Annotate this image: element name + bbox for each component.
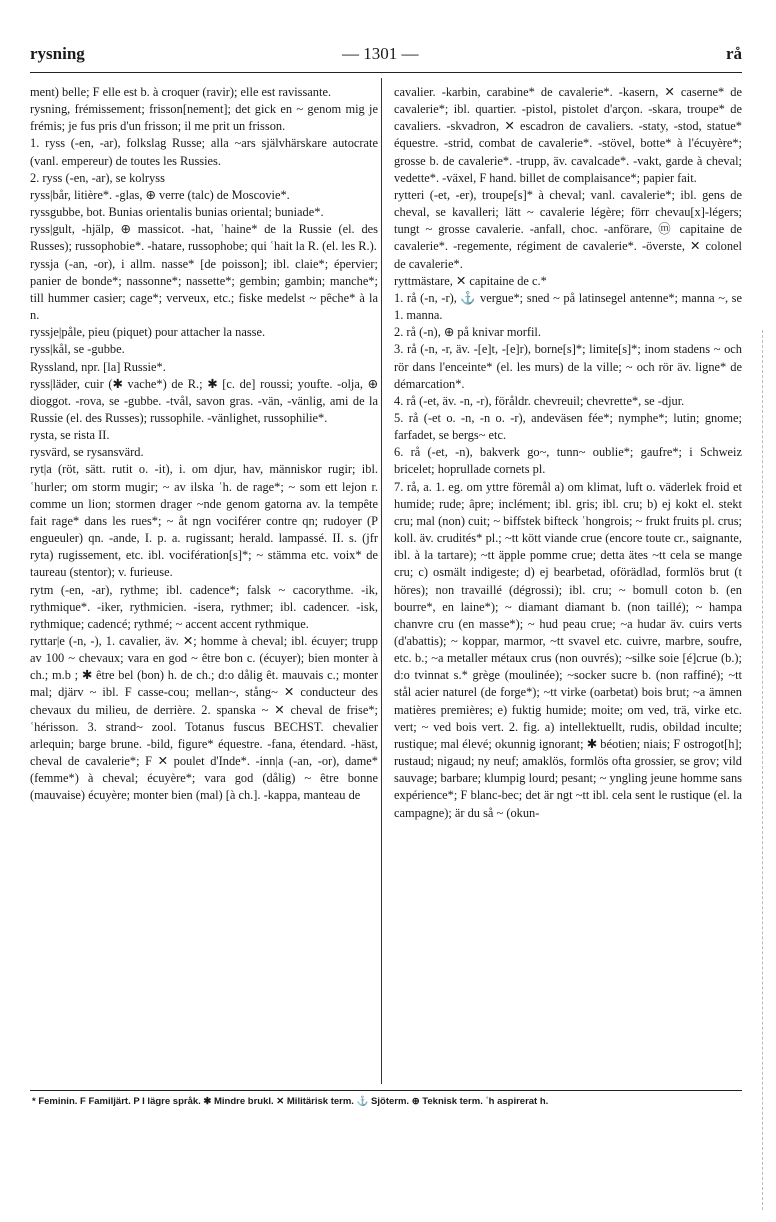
entry: rytm (-en, -ar), rythme; ibl. cadence*; falsk ~ cacorythme. -ik, rythmique*. -iker, rythmicien. -isera, rythmer; ibl. cadencer. -isk, rythmique; cadencé; rythmé; ~ accent accent rythmique. bbox=[30, 582, 378, 631]
entry: ment) belle; F elle est b. à croquer (ravir); elle est ravissante. bbox=[30, 85, 332, 99]
header-rule bbox=[30, 72, 742, 73]
left-column bbox=[30, 84, 378, 805]
entry: ryt|a (röt, sätt. rutit o. -it), i. om djur, hav, människor rugir; ibl. ʿhurler; om storm mugir; ~ av ilska ʿh. de rage*; ~ som ett lejon r. comme un lion; stormen drager ~nde genom gatorna av. la tempête fait rage* dans les rues*; ~ åt ngn vociférer contre qn; rudoyer (P engueuler) qn. -ande, I. p. a. rugissant; herald. lampassé. II. s. (jfr ryta) rugissement, etc. ibl. vocifération[s]*; ~ stämma etc. voix* de taureau (stentor); v. furieuse. bbox=[30, 462, 378, 580]
entry: ryss|bår, litière*. -glas, ⊕ verre (talc) de Moscovie*. bbox=[30, 187, 290, 202]
entry: ryssje|påle, pieu (piquet) pour attacher la nasse. bbox=[30, 325, 266, 340]
entry: 7. rå, a. 1. eg. om yttre föremål a) om klimat, luft o. väderlek froid et humide; rude; âpre; inclément; ibl. gris; ibl. cru; b) ej kokt el. stekt cru; mal (non) cuit; ~ biffstek bifteck ʿhongrois; ~ frukt fruits pl. crus; koll. äv. crudités* pl.; ~tt kött viande crue (encore toute cr., saignante, ibl. à la tartare); ~tt äpple pomme crue; detta ätes ~tt cela se mange cru; c) osmält indigeste; d) ej bearbetad, oförädlad, formlös brut (t höres); non travaillé (dégrossi); ibl. cru; ~ bomull coton b. (en bourre*, en laine*); ~ diamant diamant b. (non taillé); ~ hampa chanvre cru (en masse*); ~ hud peau crue; ~a hudar äv. cuirs verts (d'abattis); ~ koppar, marmor, ~tt svavel etc. cuivre, marbre, soufre, etc. b.; ~a metaller métaux crus (non ouvrés); ~silke soie [é]crue (b.); d:o tvinnat s.* grège (moulinée); ~socker sucre b. (non raffiné); ~tt stål acier naturel (de forge*); ~tt virke (oarbetat) bois brut; ~a ämnen matières premières; e) fuktig humide; moite; om ved, trä, virke etc. vert; ~ ved bois vert. 2. fig. a) intellektuellt, rudis, obildad inculte; rustique; mal élevé; okunnig ignorant; ✱ béotien; niais; F ostrogot[h]; rustaud; nigaud; ny neuf; amaklös, formlös ofta grossier, se grov; vild sauvage; barbare; klumpig lourd; pesant; ~ yngling jeune homme sans expérience*; F blanc-bec; det är ngt ~tt ibl. cela sent le rustique (el. la campagne); är du så ~ (okun- bbox=[394, 479, 742, 820]
entry: ryss|kål, se -gubbe. bbox=[30, 342, 125, 357]
footnote-legend: * Feminin. F Familjärt. P I lägre språk. ✱ Mindre brukl. ✕ Militärisk term. ⚓ Sjöterm. ⊕ Teknisk term. ʿh aspirerat h. bbox=[32, 1096, 549, 1107]
entry: 6. rå (-et, -n), bakverk go~, tunn~ oublie*; gaufre*; i Schweiz bricelet; hoprullade cornets pl. bbox=[394, 445, 742, 477]
entry: ryttar|e (-n, -), 1. cavalier, äv. ✕; homme à cheval; ibl. écuyer; trupp av 100 ~ chevaux; vara en god ~ être bon c. (écuyer); bien monter à ch.; m.b ; ✱ être bel (bon) h. de ch.; d:o dålig êt. mauvais c.; monter mal; djärv ~ ibl. F casse-cou; mellan~, stång~ ✕ conducteur des chevaux du milieu, de derrière. 2. spanska ~ ✕ cheval de frise*; ʿhérisson. 3. strand~ zool. Totanus fuscus BECHST. chevalier arlequin; barge brune. -bild, figure* équestre. -fana, étendard. -häst, cheval de cavalerie*; F ✕ poulet d'Inde*. -inn|a (-an, -or), dame* (femme*) à cheval; écuyère*; vara god (dålig) ~ être bonne (mauvaise) écuyère; monter bien (mal) [à ch.]. -kappa, manteau de bbox=[30, 634, 378, 803]
right-column bbox=[394, 84, 742, 822]
entry: 4. rå (-et, äv. -n, -r), föråldr. chevreuil; chevrette*, se -djur. bbox=[394, 393, 685, 408]
header-right-guideword: rå bbox=[725, 44, 742, 63]
entry: rysta, se rista II. bbox=[30, 428, 110, 443]
entry: 1. rå (-n, -r), ⚓ vergue*; sned ~ på latinsegel antenne*; manna ~, se 1. manna. bbox=[394, 290, 742, 323]
entry: 5. rå (-et o. -n, -n o. -r), andeväsen fée*; nymphe*; lutin; gnome; farfadet, se bergs~ etc. bbox=[394, 410, 742, 443]
column-divider bbox=[381, 78, 382, 1084]
header-left-guideword: rysning bbox=[30, 44, 85, 63]
entry: ryssja (-an, -or), i allm. nasse* [de poisson]; ibl. claie*; épervier; panier de bonde*; nassonne*; nassette*; gembin; gambin; manche*; till hummer casier; cage*; verveux, etc.; fiske medelst ~ pêche* à la n. bbox=[30, 256, 378, 323]
entry: 1. ryss (-en, -ar), folkslag Russe; alla ~ars självhärskare autocrate (vanl. empereur) de toutes les Russies. bbox=[30, 136, 378, 168]
entry: ryss|gult, -hjälp, ⊕ massicot. -hat, ʿhaine* de la Russie (el. des Russes); russophobie*. -hatare, russophobe; qui ʿhait la R. (el. les R.). bbox=[30, 222, 378, 254]
page-header bbox=[30, 44, 742, 70]
entry: 2. rå (-n), ⊕ på knivar morfil. bbox=[394, 325, 541, 340]
entry: ryssgubbe, bot. Bunias orientalis bunias oriental; buniade*. bbox=[30, 205, 324, 220]
entry: rysning, frémissement; frisson[nement]; det gick en ~ genom mig je frémis; je fus pris d'un frisson; il me prit un frisson. bbox=[30, 102, 378, 134]
entry: 2. ryss (-en, -ar), se kolryss bbox=[30, 170, 165, 185]
page-number: — 1301 — bbox=[342, 44, 419, 63]
entry: Ryssland, npr. [la] Russie*. bbox=[30, 359, 166, 374]
entry: ryss|läder, cuir (✱ vache*) de R.; ✱ [c. de] roussi; youfte. -olja, ⊕ dioggot. -rova, se -gubbe. -tvål, savon gras. -vän, -vänlig, ami de la Russie (el. des Russes); russophile. -vänlighet, russophilie*. bbox=[30, 376, 378, 425]
entry: cavalier. -karbin, carabine* de cavalerie*. -kasern, ✕ caserne* de cavalerie*; ibl. quartier. -pistol, pistolet d'arçon. -skara, troupe* de cavaliers. -skvadron, ✕ escadron de cavaliers. -staty, -stod, statue* équestre. -strid, combat de cavalerie*. -stövel, botte* à l'écuyère*; grosse b. de cavalerie*. -trupp, äv. cavalcade*. -vakt, garde à cheval; vedette*. -växel, F hand. billet de complaisance*; papier fait. bbox=[394, 85, 742, 185]
scan-edge-line bbox=[762, 330, 763, 1210]
entry: 3. rå (-n, -r, äv. -[e]t, -[e]r), borne[s]*; limite[s]*; inom stadens ~ och rör dans l'enceinte* (el. les murs) de la ville; ~ och rör äv. ligne* de démarcation*. bbox=[394, 342, 742, 391]
entry: rytteri (-et, -er), troupe[s]* à cheval; vanl. cavalerie*; ibl. gens de cheval, se kavalleri; lätt ~ cavalerie légère; förr chevau[x]-légers; tungt ~ grosse cavalerie. -anfall, choc. -anförare, ⓜ capitaine de cavalerie*. -regemente, régiment de cavalerie*. -överste, ✕ colonel de cavalerie*. bbox=[394, 187, 742, 271]
entry: rysvärd, se rysansvärd. bbox=[30, 445, 144, 460]
entry: ryttmästare, ✕ capitaine de c.* bbox=[394, 273, 547, 288]
footnote-rule bbox=[30, 1090, 742, 1091]
